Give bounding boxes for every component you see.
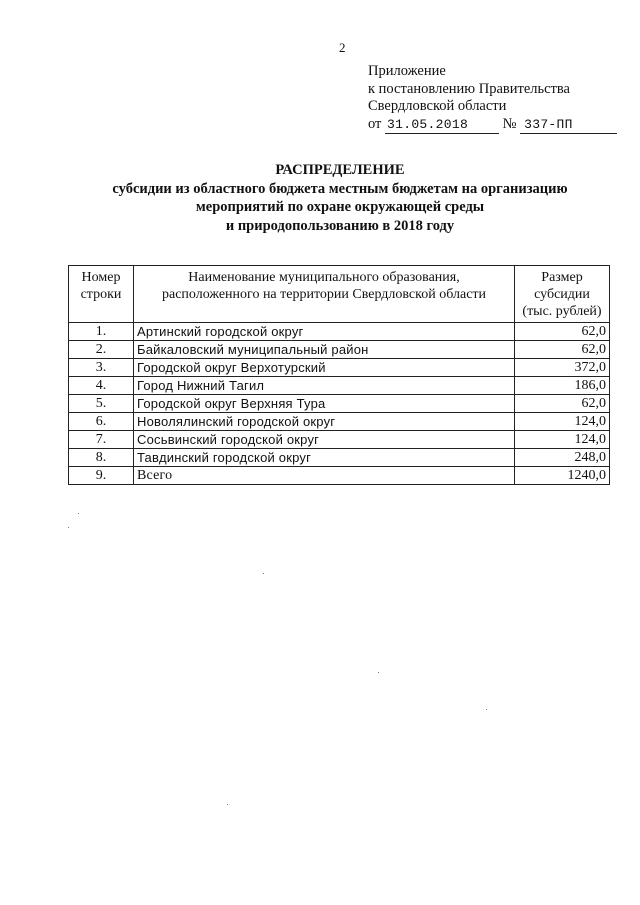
table-row [69,449,610,467]
scan-speck [378,672,379,673]
municipality-name: Город Нижний Тагил [134,377,515,395]
row-number: 5. [69,395,134,413]
document-title [70,161,610,235]
subsidy-amount: 62,0 [515,341,610,359]
row-number: 2. [69,341,134,359]
subsidy-amount: 372,0 [515,359,610,377]
subsidy-amount: 62,0 [515,395,610,413]
table-row [69,395,610,413]
title-line-2: мероприятий по охране окружающей среды [195,199,485,215]
row-number: 6. [69,413,134,431]
row-number: 7. [69,431,134,449]
decree-date: 31.05.2018 [385,116,499,135]
subsidy-amount: 62,0 [515,323,610,341]
subsidy-table [68,265,610,485]
table-row [69,413,610,431]
table-row [69,377,610,395]
municipality-name: Городской округ Верхняя Тура [134,395,515,413]
table-row [69,431,610,449]
total-amount: 1240,0 [515,467,610,485]
number-prefix: № [502,115,517,132]
scan-speck [486,709,487,710]
scan-speck [68,527,69,528]
municipality-name: Байкаловский муниципальный район [134,341,515,359]
decree-number: 337-ПП [520,116,617,135]
subsidy-amount: 124,0 [515,413,610,431]
scan-speck [227,804,228,805]
row-number: 4. [69,377,134,395]
total-label: Всего [134,467,515,485]
municipality-name: Тавдинский городской округ [134,449,515,467]
municipality-name: Городской округ Верхотурский [134,359,515,377]
municipality-name: Сосьвинский городской округ [134,431,515,449]
header-municipality [134,266,515,323]
municipality-name: Артинский городской округ [134,323,515,341]
table-row [69,359,610,377]
page-number: 2 [339,40,346,55]
row-number: 9. [69,467,134,485]
title-line-3: и природопользованию в 2018 году [225,217,455,234]
scan-speck [263,573,264,574]
row-number: 8. [69,449,134,467]
table-row [69,323,610,341]
header-amount-line3: (тыс. рублей) [522,303,602,319]
header-name-line1: Наименование муниципального образования, [188,269,460,285]
title-heading: РАСПРЕДЕЛЕНИЕ [275,162,405,178]
table-total-row [69,467,610,485]
header-amount-line2: субсидии [534,286,590,302]
header-num-line2: строки [80,286,122,302]
scan-speck [78,513,79,514]
header-name-line2: расположенного на территории Свердловской области [161,286,487,302]
subsidy-amount: 186,0 [515,377,610,395]
table-row [69,341,610,359]
date-prefix: от [368,115,382,132]
row-number: 1. [69,323,134,341]
header-amount [515,266,610,323]
appendix-region-line: Свердловской области [368,98,507,114]
header-row-number [69,266,134,323]
subsidy-amount: 124,0 [515,431,610,449]
table-header-row [69,266,610,323]
row-number: 3. [69,359,134,377]
appendix-block [368,63,617,134]
appendix-title: Приложение [368,63,446,79]
appendix-decree-line: к постановлению Правительства [368,80,570,97]
title-line-1: субсидии из областного бюджета местным бюджетам на организацию [112,180,568,197]
municipality-name: Новолялинский городской округ [134,413,515,431]
header-num-line1: Номер [81,269,121,285]
appendix-date-number-line [368,116,617,135]
subsidy-amount: 248,0 [515,449,610,467]
header-amount-line1: Размер [541,269,583,285]
